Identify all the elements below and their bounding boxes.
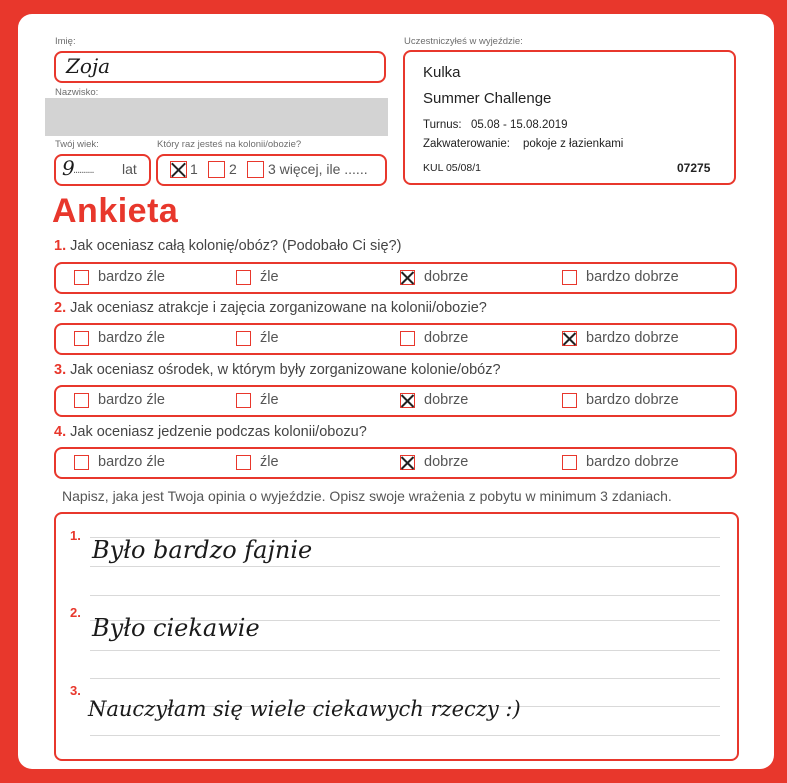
q3-option-bardzo-dobrze: bardzo dobrze — [586, 392, 679, 408]
trip-label: Uczestniczyłeś w wyjeździe: — [404, 36, 523, 47]
question-4-options — [54, 447, 737, 479]
question-2 — [54, 300, 487, 316]
writing-line — [90, 566, 720, 567]
opinion-num-1: 1. — [70, 528, 81, 543]
turnus-value: 05.08 - 15.08.2019 — [471, 119, 568, 131]
q3-option-bardzo-zle: bardzo źle — [98, 392, 165, 408]
question-1-num: 1. — [54, 238, 67, 254]
opinion-num-2: 2. — [70, 605, 81, 620]
q2-checkbox-dobrze[interactable] — [400, 331, 415, 346]
raz-option-1: 1 — [190, 161, 198, 177]
question-4-text: Jak oceniasz jedzenie podczas kolonii/obozu? — [70, 424, 367, 440]
q4-option-bardzo-zle: bardzo źle — [98, 454, 165, 470]
q2-checkbox-bardzo-dobrze[interactable] — [562, 331, 577, 346]
question-3 — [54, 362, 501, 378]
imie-label: Imię: — [55, 36, 76, 47]
question-4 — [54, 424, 367, 440]
q3-checkbox-bardzo-zle[interactable] — [74, 393, 89, 408]
q1-checkbox-dobrze[interactable] — [400, 270, 415, 285]
question-2-text: Jak oceniasz atrakcje i zajęcia zorganizowane na kolonii/obozie? — [70, 300, 487, 316]
question-3-options — [54, 385, 737, 417]
q4-option-dobrze: dobrze — [424, 454, 469, 470]
q3-checkbox-bardzo-dobrze[interactable] — [562, 393, 577, 408]
question-1-text: Jak oceniasz całą kolonię/obóz? (Podobało Ci się?) — [70, 238, 402, 254]
question-1 — [54, 238, 401, 254]
question-3-text: Jak oceniasz ośrodek, w którym były zorganizowane kolonie/obóz? — [70, 362, 501, 378]
q4-option-bardzo-dobrze: bardzo dobrze — [586, 454, 679, 470]
q1-checkbox-zle[interactable] — [236, 270, 251, 285]
q2-option-dobrze: dobrze — [424, 330, 469, 346]
raz-checkbox-1[interactable] — [170, 161, 187, 178]
q2-checkbox-bardzo-zle[interactable] — [74, 331, 89, 346]
q2-option-bardzo-zle: bardzo źle — [98, 330, 165, 346]
q1-option-dobrze: dobrze — [424, 269, 469, 285]
wiek-value: 9 — [62, 156, 75, 180]
question-2-options — [54, 323, 737, 355]
opinion-prompt: Napisz, jaka jest Twoja opinia o wyjeździe. Opisz swoje wrażenia z pobytu w minimum 3 zdaniach. — [62, 488, 672, 504]
turnus-label: Turnus: — [423, 119, 462, 131]
q2-option-bardzo-dobrze: bardzo dobrze — [586, 330, 679, 346]
q4-checkbox-dobrze[interactable] — [400, 455, 415, 470]
wiek-field[interactable] — [54, 154, 151, 186]
raz-option-2: 2 — [229, 161, 237, 177]
nazwisko-redacted — [45, 98, 388, 136]
question-1-options — [54, 262, 737, 294]
survey-title: Ankieta — [52, 192, 179, 230]
q1-option-bardzo-zle: bardzo źle — [98, 269, 165, 285]
q1-option-zle: źle — [260, 269, 279, 285]
writing-line — [90, 735, 720, 736]
question-4-num: 4. — [54, 424, 67, 440]
zakw-value: pokoje z łazienkami — [523, 138, 624, 150]
trip-program: Summer Challenge — [423, 90, 552, 107]
raz-label: Który raz jesteś na kolonii/obozie? — [157, 139, 302, 150]
q3-option-zle: źle — [260, 392, 279, 408]
trip-box — [403, 50, 736, 185]
opinion-num-3: 3. — [70, 683, 81, 698]
imie-field[interactable] — [54, 51, 386, 83]
opinion-text-3: Nauczyłam się wiele ciekawych rzeczy :) — [88, 697, 521, 721]
opinion-text-1: Było bardzo fajnie — [92, 536, 313, 564]
wiek-dots: .......... — [73, 164, 94, 176]
q4-checkbox-bardzo-dobrze[interactable] — [562, 455, 577, 470]
imie-value: Zoja — [66, 54, 111, 78]
trip-number: 07275 — [677, 161, 711, 175]
raz-checkbox-2[interactable] — [208, 161, 225, 178]
writing-line — [90, 595, 720, 596]
q1-option-bardzo-dobrze: bardzo dobrze — [586, 269, 679, 285]
q4-checkbox-bardzo-zle[interactable] — [74, 455, 89, 470]
wiek-label: Twój wiek: — [55, 139, 99, 150]
q1-checkbox-bardzo-dobrze[interactable] — [562, 270, 577, 285]
opinion-text-2: Było ciekawie — [92, 614, 260, 642]
raz-option-3: 3 więcej, ile ...... — [268, 161, 368, 177]
writing-line — [90, 678, 720, 679]
raz-field — [156, 154, 387, 186]
wiek-unit: lat — [122, 161, 137, 177]
q3-option-dobrze: dobrze — [424, 392, 469, 408]
q2-checkbox-zle[interactable] — [236, 331, 251, 346]
zakw-label: Zakwaterowanie: — [423, 138, 510, 150]
q3-checkbox-zle[interactable] — [236, 393, 251, 408]
q3-checkbox-dobrze[interactable] — [400, 393, 415, 408]
nazwisko-label: Nazwisko: — [55, 87, 99, 98]
writing-line — [90, 650, 720, 651]
q2-option-zle: źle — [260, 330, 279, 346]
raz-checkbox-3[interactable] — [247, 161, 264, 178]
q4-checkbox-zle[interactable] — [236, 455, 251, 470]
q4-option-zle: źle — [260, 454, 279, 470]
question-3-num: 3. — [54, 362, 67, 378]
trip-name: Kulka — [423, 64, 461, 81]
question-2-num: 2. — [54, 300, 67, 316]
trip-code: KUL 05/08/1 — [423, 162, 481, 174]
q1-checkbox-bardzo-zle[interactable] — [74, 270, 89, 285]
